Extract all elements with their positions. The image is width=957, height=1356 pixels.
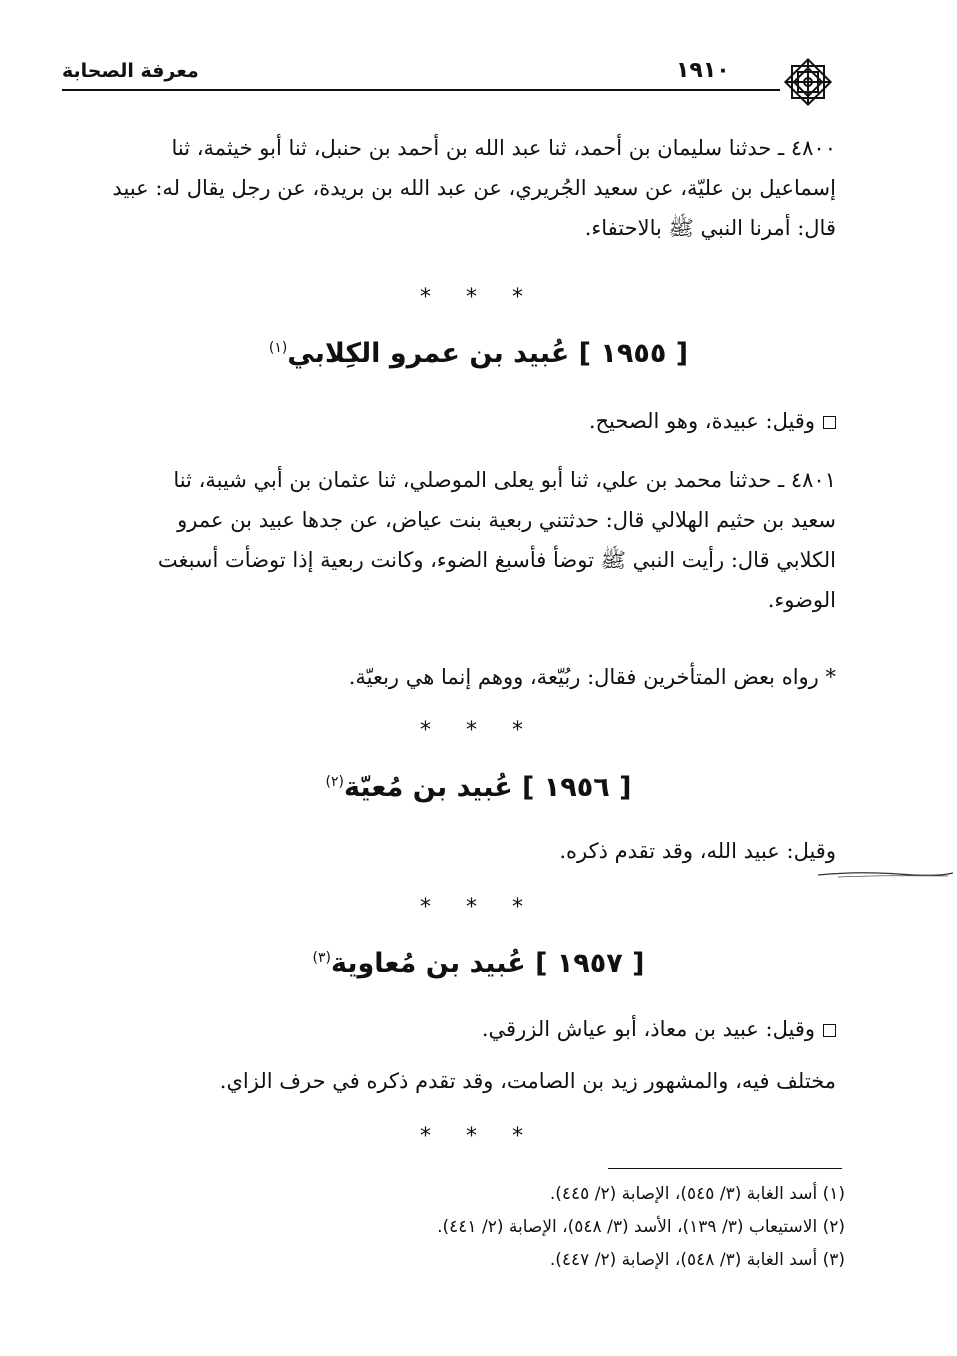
- heading-text: [ ١٩٥٥ ] عُبيد بن عمرو الكِلابي: [287, 338, 689, 369]
- ornament-icon: [778, 52, 838, 112]
- footnote-ref: (٢): [325, 774, 344, 790]
- square-bullet-icon: [823, 416, 836, 429]
- hadith-line: سعيد بن حثيم الهلالي قال: حدثتني ربعية بنت عياض، عن جدها عبيد بن عمرو: [177, 508, 836, 532]
- entry-heading-1957: [0, 948, 957, 979]
- section-separator: * * *: [420, 1124, 537, 1149]
- hadith-4800: [66, 128, 836, 248]
- footnote-ref: (٣): [312, 950, 331, 966]
- hadith-line: الوضوء.: [767, 588, 836, 612]
- hadith-line: الكلابي قال: رأيت النبي ﷺ توضأ فأسبغ الضوء، وكانت ربعية إذا توضأت أسبغت: [157, 548, 836, 572]
- entry-heading-1956: [0, 772, 957, 803]
- page-number: ١٩١٠: [676, 58, 730, 83]
- hadith-line: ٤٨٠١ ـ حدثنا محمد بن علي، ثنا أبو يعلى الموصلي، ثنا عثمان بن أبي شيبة، ثنا: [173, 468, 836, 492]
- alt-name-note: [589, 404, 836, 438]
- hadith-line: قال: أمرنا النبي ﷺ بالاحتفاء.: [584, 216, 836, 240]
- book-title: معرفة الصحابة: [62, 60, 199, 82]
- section-separator: * * *: [420, 895, 537, 920]
- note-text: وقيل: عبيدة، وهو الصحيح.: [588, 409, 815, 433]
- alt-name-note: وقيل: عبيد الله، وقد تقدم ذكره.: [559, 839, 836, 863]
- square-bullet-icon: [823, 1024, 836, 1037]
- narration-comment: * رواه بعض المتأخرين فقال: ربُيّعة، ووهم إنما هي ربعيّة.: [348, 665, 836, 689]
- footnote-3: (٣) أسد الغابة (٣/ ٥٤٨)، الإصابة (٢/ ٤٤٧).: [549, 1250, 845, 1270]
- heading-text: [ ١٩٥٦ ] عُبيد بن مُعيّة: [343, 772, 632, 803]
- margin-stroke: [818, 870, 953, 878]
- note-text: وقيل: عبيد بن معاذ، أبو عياش الزرقي.: [481, 1017, 815, 1041]
- section-separator: * * *: [420, 285, 537, 310]
- footnote-ref: (١): [268, 340, 288, 356]
- section-separator: * * *: [420, 718, 537, 743]
- hadith-line: ٤٨٠٠ ـ حدثنا سليمان بن أحمد، ثنا عبد الله بن أحمد بن حنبل، ثنا أبو خيثمة، ثنا: [171, 136, 836, 160]
- entry-remark: مختلف فيه، والمشهور زيد بن الصامت، وقد تقدم ذكره في حرف الزاي.: [219, 1069, 836, 1093]
- entry-heading-1955: [0, 338, 957, 369]
- footnote-1: (١) أسد الغابة (٣/ ٥٤٥)، الإصابة (٢/ ٤٤٥).: [549, 1184, 845, 1204]
- footnote-rule: [608, 1168, 842, 1169]
- heading-text: [ ١٩٥٧ ] عُبيد بن مُعاوية: [330, 948, 645, 979]
- footnote-2: (٢) الاستيعاب (٣/ ١٣٩)، الأسد (٣/ ٥٤٨)، الإصابة (٢/ ٤٤١).: [437, 1217, 845, 1237]
- hadith-line: إسماعيل بن عليّة، عن سعيد الجُريري، عن عبد الله بن بريدة، عن رجل يقال له: عبيد: [112, 176, 836, 200]
- alt-name-note: [482, 1012, 836, 1046]
- header-rule: [62, 89, 780, 91]
- hadith-4801: [66, 460, 836, 620]
